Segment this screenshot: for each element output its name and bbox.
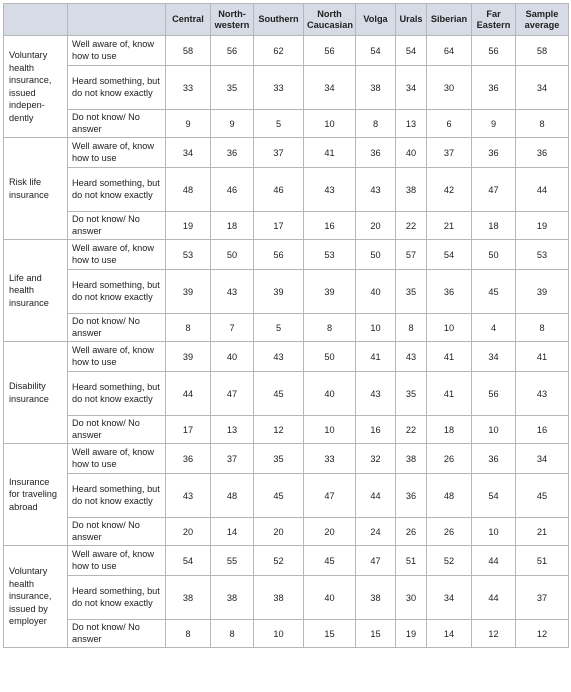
value-cell-southern: 5	[254, 110, 304, 138]
value-cell-southern: 56	[254, 240, 304, 270]
value-cell-volga: 38	[356, 576, 396, 620]
value-cell-far-eastern: 47	[472, 168, 516, 212]
value-cell-sample-average: 43	[516, 372, 569, 416]
response-label: Do not know/ No answer	[68, 110, 166, 138]
value-cell-far-eastern: 34	[472, 342, 516, 372]
value-cell-urals: 54	[396, 36, 427, 66]
header-row	[4, 4, 569, 36]
value-cell-sample-average: 39	[516, 270, 569, 314]
value-cell-volga: 10	[356, 314, 396, 342]
value-cell-urals: 43	[396, 342, 427, 372]
value-cell-sample-average: 8	[516, 110, 569, 138]
value-cell-north-caucasian: 16	[304, 212, 356, 240]
value-cell-siberian: 41	[427, 372, 472, 416]
value-cell-sample-average: 53	[516, 240, 569, 270]
response-label: Heard something, but do not know exactly	[68, 576, 166, 620]
value-cell-siberian: 54	[427, 240, 472, 270]
table-row	[4, 110, 569, 138]
value-cell-siberian: 26	[427, 518, 472, 546]
value-cell-siberian: 18	[427, 416, 472, 444]
value-cell-siberian: 42	[427, 168, 472, 212]
column-header-central: Central	[166, 4, 211, 36]
value-cell-central: 38	[166, 576, 211, 620]
response-label: Well aware of, know how to use	[68, 138, 166, 168]
column-header-north-western: North-western	[211, 4, 254, 36]
value-cell-volga: 8	[356, 110, 396, 138]
value-cell-urals: 40	[396, 138, 427, 168]
value-cell-north-western: 13	[211, 416, 254, 444]
value-cell-north-western: 46	[211, 168, 254, 212]
value-cell-far-eastern: 12	[472, 620, 516, 648]
value-cell-southern: 20	[254, 518, 304, 546]
value-cell-central: 53	[166, 240, 211, 270]
response-label: Well aware of, know how to use	[68, 36, 166, 66]
value-cell-volga: 47	[356, 546, 396, 576]
value-cell-north-caucasian: 40	[304, 372, 356, 416]
value-cell-siberian: 26	[427, 444, 472, 474]
table-row	[4, 314, 569, 342]
table-row	[4, 518, 569, 546]
value-cell-urals: 26	[396, 518, 427, 546]
value-cell-north-western: 48	[211, 474, 254, 518]
value-cell-north-western: 14	[211, 518, 254, 546]
value-cell-southern: 33	[254, 66, 304, 110]
column-header-volga: Volga	[356, 4, 396, 36]
value-cell-urals: 35	[396, 372, 427, 416]
table-row	[4, 576, 569, 620]
value-cell-southern: 17	[254, 212, 304, 240]
value-cell-sample-average: 45	[516, 474, 569, 518]
value-cell-siberian: 64	[427, 36, 472, 66]
response-label: Heard something, but do not know exactly	[68, 168, 166, 212]
value-cell-urals: 30	[396, 576, 427, 620]
value-cell-volga: 20	[356, 212, 396, 240]
value-cell-volga: 36	[356, 138, 396, 168]
value-cell-far-eastern: 10	[472, 518, 516, 546]
value-cell-sample-average: 8	[516, 314, 569, 342]
value-cell-north-western: 38	[211, 576, 254, 620]
value-cell-north-western: 36	[211, 138, 254, 168]
table-row	[4, 620, 569, 648]
value-cell-north-caucasian: 34	[304, 66, 356, 110]
response-label: Heard something, but do not know exactly	[68, 66, 166, 110]
value-cell-siberian: 34	[427, 576, 472, 620]
value-cell-urals: 38	[396, 168, 427, 212]
value-cell-far-eastern: 36	[472, 138, 516, 168]
value-cell-central: 8	[166, 620, 211, 648]
value-cell-central: 54	[166, 546, 211, 576]
survey-table	[3, 3, 569, 648]
table-row	[4, 416, 569, 444]
value-cell-far-eastern: 10	[472, 416, 516, 444]
value-cell-central: 58	[166, 36, 211, 66]
value-cell-siberian: 52	[427, 546, 472, 576]
value-cell-urals: 19	[396, 620, 427, 648]
value-cell-central: 20	[166, 518, 211, 546]
response-label: Well aware of, know how to use	[68, 546, 166, 576]
response-label: Heard something, but do not know exactly	[68, 372, 166, 416]
value-cell-north-caucasian: 41	[304, 138, 356, 168]
value-cell-volga: 40	[356, 270, 396, 314]
value-cell-far-eastern: 36	[472, 444, 516, 474]
value-cell-volga: 32	[356, 444, 396, 474]
value-cell-north-western: 37	[211, 444, 254, 474]
value-cell-central: 43	[166, 474, 211, 518]
value-cell-urals: 8	[396, 314, 427, 342]
value-cell-north-western: 40	[211, 342, 254, 372]
value-cell-far-eastern: 18	[472, 212, 516, 240]
value-cell-central: 33	[166, 66, 211, 110]
value-cell-volga: 44	[356, 474, 396, 518]
category-label: Voluntary health insurance, issued by employer	[4, 546, 68, 648]
response-label: Do not know/ No answer	[68, 620, 166, 648]
value-cell-urals: 38	[396, 444, 427, 474]
value-cell-sample-average: 12	[516, 620, 569, 648]
value-cell-north-western: 47	[211, 372, 254, 416]
value-cell-volga: 38	[356, 66, 396, 110]
value-cell-sample-average: 21	[516, 518, 569, 546]
response-label: Well aware of, know how to use	[68, 444, 166, 474]
value-cell-far-eastern: 9	[472, 110, 516, 138]
value-cell-north-caucasian: 39	[304, 270, 356, 314]
table-row	[4, 342, 569, 372]
column-header-sample-average: Sample average	[516, 4, 569, 36]
column-header-far-eastern: Far Eastern	[472, 4, 516, 36]
value-cell-north-western: 43	[211, 270, 254, 314]
value-cell-siberian: 14	[427, 620, 472, 648]
value-cell-urals: 51	[396, 546, 427, 576]
value-cell-volga: 43	[356, 372, 396, 416]
category-label: Disability insurance	[4, 342, 68, 444]
table-row	[4, 168, 569, 212]
value-cell-north-caucasian: 53	[304, 240, 356, 270]
value-cell-urals: 22	[396, 212, 427, 240]
value-cell-siberian: 21	[427, 212, 472, 240]
response-label: Well aware of, know how to use	[68, 240, 166, 270]
value-cell-central: 44	[166, 372, 211, 416]
value-cell-siberian: 6	[427, 110, 472, 138]
value-cell-central: 48	[166, 168, 211, 212]
value-cell-central: 39	[166, 270, 211, 314]
value-cell-southern: 45	[254, 474, 304, 518]
table-row	[4, 36, 569, 66]
value-cell-urals: 57	[396, 240, 427, 270]
value-cell-central: 17	[166, 416, 211, 444]
value-cell-north-caucasian: 10	[304, 110, 356, 138]
table-row	[4, 474, 569, 518]
table-row	[4, 138, 569, 168]
value-cell-siberian: 41	[427, 342, 472, 372]
value-cell-siberian: 30	[427, 66, 472, 110]
value-cell-far-eastern: 44	[472, 546, 516, 576]
response-label: Heard something, but do not know exactly	[68, 474, 166, 518]
value-cell-sample-average: 44	[516, 168, 569, 212]
value-cell-north-caucasian: 40	[304, 576, 356, 620]
response-label: Do not know/ No answer	[68, 314, 166, 342]
value-cell-volga: 50	[356, 240, 396, 270]
category-label: Life and health insurance	[4, 240, 68, 342]
value-cell-north-caucasian: 8	[304, 314, 356, 342]
response-label: Do not know/ No answer	[68, 416, 166, 444]
value-cell-far-eastern: 56	[472, 372, 516, 416]
response-label: Well aware of, know how to use	[68, 342, 166, 372]
table-row	[4, 212, 569, 240]
value-cell-sample-average: 51	[516, 546, 569, 576]
value-cell-north-western: 55	[211, 546, 254, 576]
value-cell-far-eastern: 4	[472, 314, 516, 342]
value-cell-central: 36	[166, 444, 211, 474]
value-cell-southern: 35	[254, 444, 304, 474]
value-cell-urals: 13	[396, 110, 427, 138]
value-cell-southern: 12	[254, 416, 304, 444]
value-cell-southern: 38	[254, 576, 304, 620]
response-label: Do not know/ No answer	[68, 518, 166, 546]
response-label: Do not know/ No answer	[68, 212, 166, 240]
value-cell-siberian: 48	[427, 474, 472, 518]
value-cell-southern: 52	[254, 546, 304, 576]
value-cell-central: 9	[166, 110, 211, 138]
table-body	[4, 36, 569, 648]
value-cell-volga: 15	[356, 620, 396, 648]
column-header-urals: Urals	[396, 4, 427, 36]
value-cell-sample-average: 58	[516, 36, 569, 66]
response-label: Heard something, but do not know exactly	[68, 270, 166, 314]
value-cell-sample-average: 34	[516, 66, 569, 110]
value-cell-siberian: 36	[427, 270, 472, 314]
value-cell-central: 8	[166, 314, 211, 342]
value-cell-north-caucasian: 10	[304, 416, 356, 444]
value-cell-north-caucasian: 33	[304, 444, 356, 474]
column-header-north-caucasian: North Caucasian	[304, 4, 356, 36]
value-cell-north-western: 56	[211, 36, 254, 66]
value-cell-north-caucasian: 20	[304, 518, 356, 546]
value-cell-sample-average: 41	[516, 342, 569, 372]
value-cell-volga: 16	[356, 416, 396, 444]
value-cell-north-caucasian: 47	[304, 474, 356, 518]
value-cell-north-caucasian: 56	[304, 36, 356, 66]
column-header-siberian: Siberian	[427, 4, 472, 36]
value-cell-sample-average: 19	[516, 212, 569, 240]
value-cell-volga: 54	[356, 36, 396, 66]
value-cell-volga: 43	[356, 168, 396, 212]
category-label: Voluntary health insurance, issued indepen-dently	[4, 36, 68, 138]
value-cell-southern: 62	[254, 36, 304, 66]
value-cell-volga: 41	[356, 342, 396, 372]
value-cell-sample-average: 16	[516, 416, 569, 444]
value-cell-north-caucasian: 50	[304, 342, 356, 372]
value-cell-far-eastern: 36	[472, 66, 516, 110]
table-row	[4, 546, 569, 576]
value-cell-far-eastern: 56	[472, 36, 516, 66]
value-cell-sample-average: 34	[516, 444, 569, 474]
value-cell-urals: 34	[396, 66, 427, 110]
value-cell-central: 19	[166, 212, 211, 240]
value-cell-urals: 22	[396, 416, 427, 444]
column-header-southern: Southern	[254, 4, 304, 36]
value-cell-north-caucasian: 45	[304, 546, 356, 576]
value-cell-north-western: 7	[211, 314, 254, 342]
value-cell-north-western: 8	[211, 620, 254, 648]
value-cell-far-eastern: 50	[472, 240, 516, 270]
value-cell-urals: 36	[396, 474, 427, 518]
value-cell-north-caucasian: 15	[304, 620, 356, 648]
value-cell-far-eastern: 45	[472, 270, 516, 314]
value-cell-far-eastern: 44	[472, 576, 516, 620]
value-cell-sample-average: 36	[516, 138, 569, 168]
category-label: Risk life insurance	[4, 138, 68, 240]
value-cell-volga: 24	[356, 518, 396, 546]
category-label: Insurance for traveling abroad	[4, 444, 68, 546]
value-cell-sample-average: 37	[516, 576, 569, 620]
value-cell-southern: 46	[254, 168, 304, 212]
table-row	[4, 270, 569, 314]
value-cell-siberian: 37	[427, 138, 472, 168]
value-cell-north-western: 50	[211, 240, 254, 270]
value-cell-north-western: 35	[211, 66, 254, 110]
value-cell-north-caucasian: 43	[304, 168, 356, 212]
value-cell-southern: 37	[254, 138, 304, 168]
table-row	[4, 444, 569, 474]
value-cell-siberian: 10	[427, 314, 472, 342]
column-header-category	[4, 4, 68, 36]
value-cell-southern: 5	[254, 314, 304, 342]
value-cell-southern: 45	[254, 372, 304, 416]
table-row	[4, 66, 569, 110]
column-header-response	[68, 4, 166, 36]
value-cell-southern: 43	[254, 342, 304, 372]
value-cell-north-western: 18	[211, 212, 254, 240]
value-cell-north-western: 9	[211, 110, 254, 138]
value-cell-central: 39	[166, 342, 211, 372]
value-cell-urals: 35	[396, 270, 427, 314]
value-cell-southern: 39	[254, 270, 304, 314]
table-row	[4, 240, 569, 270]
value-cell-central: 34	[166, 138, 211, 168]
value-cell-southern: 10	[254, 620, 304, 648]
table-row	[4, 372, 569, 416]
value-cell-far-eastern: 54	[472, 474, 516, 518]
